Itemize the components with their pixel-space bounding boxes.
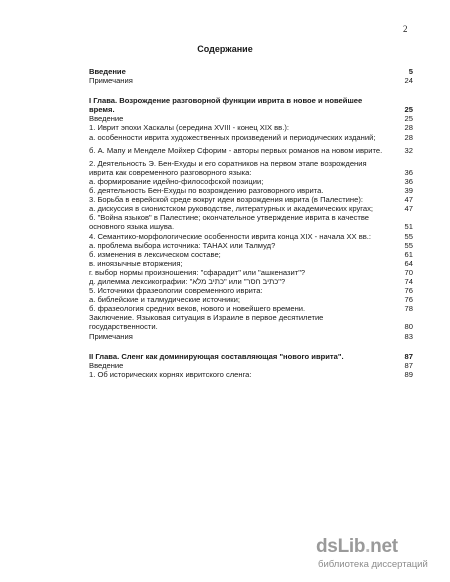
toc-entry	[89, 204, 413, 213]
toc-entry	[89, 295, 413, 304]
toc-entry-title: 4. Семантико-морфологические особенности иврита конца XIX - начала XX вв.:	[89, 231, 371, 241]
toc-entry	[89, 304, 413, 313]
toc-entry-page: 24	[404, 76, 413, 86]
toc-entry	[89, 241, 413, 250]
table-of-contents	[89, 67, 413, 379]
section-gap	[89, 85, 413, 96]
toc-entry-title: а. особенности иврита художественных произведений и периодических изданий;	[89, 132, 376, 142]
toc-entry-page: 87	[404, 360, 413, 370]
toc-entry-title: Примечания	[89, 76, 133, 86]
toc-entry	[89, 123, 413, 132]
toc-entry-title: б. изменения в лексическом составе;	[89, 249, 221, 259]
toc-entry-title: а. формирование идейно-философской позиции;	[89, 176, 264, 186]
toc-entry	[89, 213, 413, 231]
toc-entry	[89, 361, 413, 370]
toc-entry	[89, 96, 413, 114]
toc-entry	[89, 146, 413, 155]
toc-entry	[89, 286, 413, 295]
toc-entry-title: а. дискуссия в сионистском руководстве, литературных и академических кругах;	[89, 204, 374, 214]
toc-entry-title: а. библейские и талмудические источники;	[89, 295, 240, 305]
toc-entry-page: 64	[404, 258, 413, 268]
section-gap	[89, 341, 413, 352]
toc-entry-page: 83	[404, 331, 413, 341]
toc-entry-page: 55	[404, 231, 413, 241]
toc-entry-title: 3. Борьба в еврейской среде вокруг идеи возрождения иврита (в Палестине):	[89, 195, 363, 205]
toc-entry-title: г. выбор нормы произношения: "сфарадит" или "ашкеназит"?	[89, 267, 306, 277]
toc-entry-page: 61	[404, 249, 413, 259]
toc-entry-page: 55	[404, 240, 413, 250]
toc-entry-title: Введение	[89, 360, 124, 370]
toc-entry-page: 74	[404, 276, 413, 286]
toc-entry-page: 39	[404, 186, 413, 196]
toc-entry	[89, 277, 413, 286]
watermark-brand-main: dsLib	[316, 536, 366, 557]
toc-entry	[89, 186, 413, 195]
toc-entry-title: Заключение. Языковая ситуация в Израиле в первое десятилетие государственности.	[89, 313, 324, 332]
toc-entry-title: в. иноязычные вторжения;	[89, 258, 183, 268]
toc-entry-title: II Глава. Сленг как доминирующая составляющая "нового иврита".	[89, 351, 344, 361]
toc-entry-title: 1. Об исторических корнях ивритского сленга:	[89, 369, 252, 379]
toc-entry-page: 25	[404, 105, 413, 115]
toc-entry-page: 89	[404, 369, 413, 379]
page-title: Содержание	[197, 44, 253, 54]
toc-entry-title: 1. Иврит эпохи Хаскалы (середина XVIII - конец XIX вв.):	[89, 123, 289, 133]
toc-entry-title: д. дилемма лексикографии: "כתיב מלא" или "כתיב חסר"?	[89, 276, 286, 286]
toc-entry	[89, 268, 413, 277]
toc-entry	[89, 370, 413, 379]
page-number: 2	[403, 24, 408, 34]
toc-entry-page: 47	[404, 204, 413, 214]
toc-entry	[89, 195, 413, 204]
toc-entry-page: 25	[404, 114, 413, 124]
toc-entry-title: б. деятельность Бен-Ехуды по возрождению разговорного иврита.	[89, 186, 324, 196]
toc-entry	[89, 332, 413, 341]
watermark-brand	[316, 536, 398, 558]
toc-entry	[89, 67, 413, 76]
toc-entry	[89, 177, 413, 186]
toc-entry-page: 80	[404, 322, 413, 332]
toc-entry-title: 2. Деятельность Э. Бен-Ехуды и его соратников на первом этапе возрождения иврита как современного разговорного языка:	[89, 158, 367, 177]
toc-entry-page: 76	[404, 286, 413, 296]
toc-entry	[89, 133, 413, 142]
toc-entry-title: 5. Источники фразеологии современного иврита:	[89, 286, 263, 296]
toc-entry-page: 87	[404, 351, 413, 361]
toc-entry-title: б. "Война языков" в Палестине; окончательное утверждение иврита в качестве основного языка ишува.	[89, 213, 369, 232]
watermark-logo	[316, 536, 446, 578]
toc-entry-page: 28	[404, 123, 413, 133]
toc-entry-title: Введение	[89, 114, 124, 124]
toc-entry-page: 36	[404, 176, 413, 186]
toc-entry	[89, 114, 413, 123]
toc-entry-title: I Глава. Возрождение разговорной функции иврита в новое и новейшее время.	[89, 96, 363, 115]
watermark-subtitle: библиотека диссертаций	[318, 559, 428, 570]
toc-entry-title: Примечания	[89, 331, 133, 341]
toc-entry-page: 47	[404, 195, 413, 205]
toc-entry-page: 5	[408, 67, 413, 76]
toc-entry	[89, 259, 413, 268]
toc-entry	[89, 76, 413, 85]
toc-entry-title: а. проблема выбора источника: ТАНАХ или Талмуд?	[89, 240, 276, 250]
toc-entry-page: 78	[404, 304, 413, 314]
toc-entry-page: 76	[404, 295, 413, 305]
toc-entry-title: Введение	[89, 67, 126, 76]
toc-entry-page: 28	[404, 132, 413, 142]
watermark-brand-dot: .	[365, 536, 371, 557]
toc-entry	[89, 232, 413, 241]
toc-entry-page: 70	[404, 267, 413, 277]
toc-entry	[89, 159, 413, 177]
toc-entry-title: б. фразеология средних веков, нового и новейшего времени.	[89, 304, 306, 314]
toc-entry-title: б. А. Мапу и Менделе Мойхер Сфорим - авторы первых романов на новом иврите.	[89, 145, 383, 155]
toc-entry	[89, 352, 413, 361]
toc-entry-page: 32	[404, 145, 413, 155]
toc-entry-page: 36	[404, 167, 413, 177]
watermark-brand-tld: net	[370, 536, 398, 557]
toc-entry-page: 51	[404, 222, 413, 232]
toc-entry	[89, 313, 413, 331]
toc-entry	[89, 250, 413, 259]
